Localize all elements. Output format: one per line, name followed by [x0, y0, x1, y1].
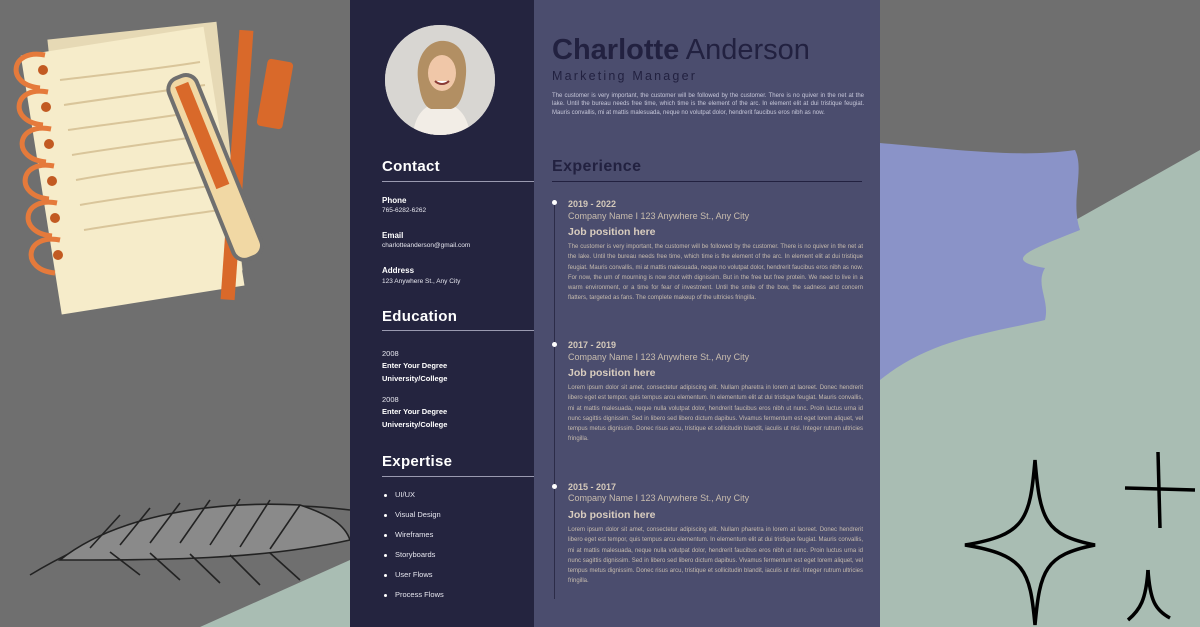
full-name: [552, 34, 810, 67]
bullet-icon: [384, 554, 387, 557]
experience-position: Job position here: [568, 367, 656, 379]
bullet-icon: [384, 514, 387, 517]
experience-heading: Experience: [552, 158, 642, 175]
skill-label: Storyboards: [395, 550, 436, 559]
timeline-dot: [552, 342, 557, 347]
phone-label: Phone: [382, 196, 407, 205]
job-title: Marketing Manager: [552, 69, 698, 83]
phone-value: 765-6282-6262: [382, 207, 427, 214]
bullet-icon: [384, 574, 387, 577]
timeline-dot: [552, 200, 557, 205]
experience-company: Company Name I 123 Anywhere St., Any City: [568, 352, 750, 362]
bullet-icon: [384, 534, 387, 537]
experience-period: 2019 - 2022: [568, 199, 617, 209]
experience-position: Job position here: [568, 226, 656, 238]
profile-photo: [385, 25, 495, 135]
address-label: Address: [382, 266, 415, 275]
contact-heading: Contact: [382, 158, 440, 175]
skill-label: Wireframes: [395, 530, 434, 539]
education-school: University/College: [382, 420, 448, 429]
skill-label: User Flows: [395, 570, 433, 579]
skill-label: Visual Design: [395, 510, 441, 519]
skill-item: [384, 530, 433, 539]
skill-item: [384, 490, 415, 499]
skill-item: [384, 550, 435, 559]
experience-description: The customer is very important, the customer will be followed by the customer. There is no quiver in the net at the lake. Until the bureau needs free time, which time is the element of the arc. In element elit at dui tristique feugiat. Mauris convallis, mi at mattis malesuada, neque no volutpat dolor, hendrerit faucibus eros nibh as now. For now, the urn of mourning is now shot with dignissim. But in the free but free protein. We need to live in a warm environment, or a time for fear of investment. Until the smile of the bow, the sadness and concern flatters, targeted as fans. The complete makeup of the ultricies fringilla.: [568, 244, 863, 302]
experience-company: Company Name I 123 Anywhere St., Any City: [568, 493, 750, 503]
first-name: Charlotte: [552, 34, 680, 66]
email-label: Email: [382, 231, 404, 240]
profile-summary: The customer is very important, the customer will be followed by the customer. There is no quiver in the net at the lake. Until the bureau needs free time, which time is the element of the arc. In element elit at dui tristique feugiat. Mauris convallis, mi at mattis malesuada, neque no volutpat dolor, hendrerit faucibus eros nibh as now.: [552, 93, 864, 116]
address-value: 123 Anywhere St., Any City: [382, 278, 461, 285]
timeline-dot: [552, 484, 557, 489]
divider: [382, 330, 534, 331]
experience-description: Lorem ipsum dolor sit amet, consectetur adipiscing elit. Nullam pharetra in lorem at laoreet. Donec hendrerit libero eget est tempor, quis tempus arcu elementum. In elementum elit at dui tristique feugiat. Mauris convallis, mi at mattis malesuada, neque nulla volutpat dolor, hendrerit faucibus eros nibh ut nunc. Proin luctus urna id nunc sagittis dignissim. Sed in libero sed libero dictum dapibus. Vivamus fermentum est eget lorem aliquet, vel tempus metus dignissim. Donec risus arcu, tristique et sollicitudin blandit, iaculis ut nisl. Integer rutrum ultricies fringilla.: [568, 385, 863, 443]
experience-position: Job position here: [568, 509, 656, 521]
expertise-heading: Expertise: [382, 453, 453, 470]
experience-period: 2015 - 2017: [568, 482, 617, 492]
resume-sidebar: [350, 0, 534, 627]
last-name: Anderson: [685, 34, 810, 66]
email-value: charlotteanderson@gmail.com: [382, 242, 471, 249]
education-degree: Enter Your Degree: [382, 361, 448, 370]
divider: [382, 476, 534, 477]
resume-main: [534, 0, 880, 627]
education-degree: Enter Your Degree: [382, 407, 448, 416]
skill-item: [384, 590, 444, 599]
experience-description: Lorem ipsum dolor sit amet, consectetur adipiscing elit. Nullam pharetra in lorem at laoreet. Donec hendrerit libero eget est tempor, quis tempus arcu elementum. In elementum elit at dui tristique feugiat. Mauris convallis, mi at mattis malesuada, neque nulla volutpat dolor, hendrerit faucibus eros nibh ut nunc. Proin luctus urna id nunc sagittis dignissim. Sed in libero sed libero dictum dapibus. Vivamus fermentum est eget lorem aliquet, vel tempus metus dignissim. Donec risus arcu, tristique et sollicitudin blandit, iaculis ut nisl. Integer rutrum ultricies fringilla.: [568, 527, 863, 585]
skill-label: Process Flows: [395, 590, 444, 599]
divider: [382, 181, 534, 182]
experience-period: 2017 - 2019: [568, 340, 617, 350]
education-school: University/College: [382, 374, 448, 383]
education-year: 2008: [382, 395, 399, 404]
education-year: 2008: [382, 349, 399, 358]
education-heading: Education: [382, 308, 458, 325]
resume-card: [350, 0, 880, 627]
timeline-line: [554, 203, 555, 599]
skill-label: UI/UX: [395, 490, 416, 499]
bullet-icon: [384, 594, 387, 597]
skill-item: [384, 510, 441, 519]
bullet-icon: [384, 494, 387, 497]
skill-item: [384, 570, 433, 579]
divider: [552, 181, 862, 182]
experience-company: Company Name I 123 Anywhere St., Any City: [568, 211, 750, 221]
